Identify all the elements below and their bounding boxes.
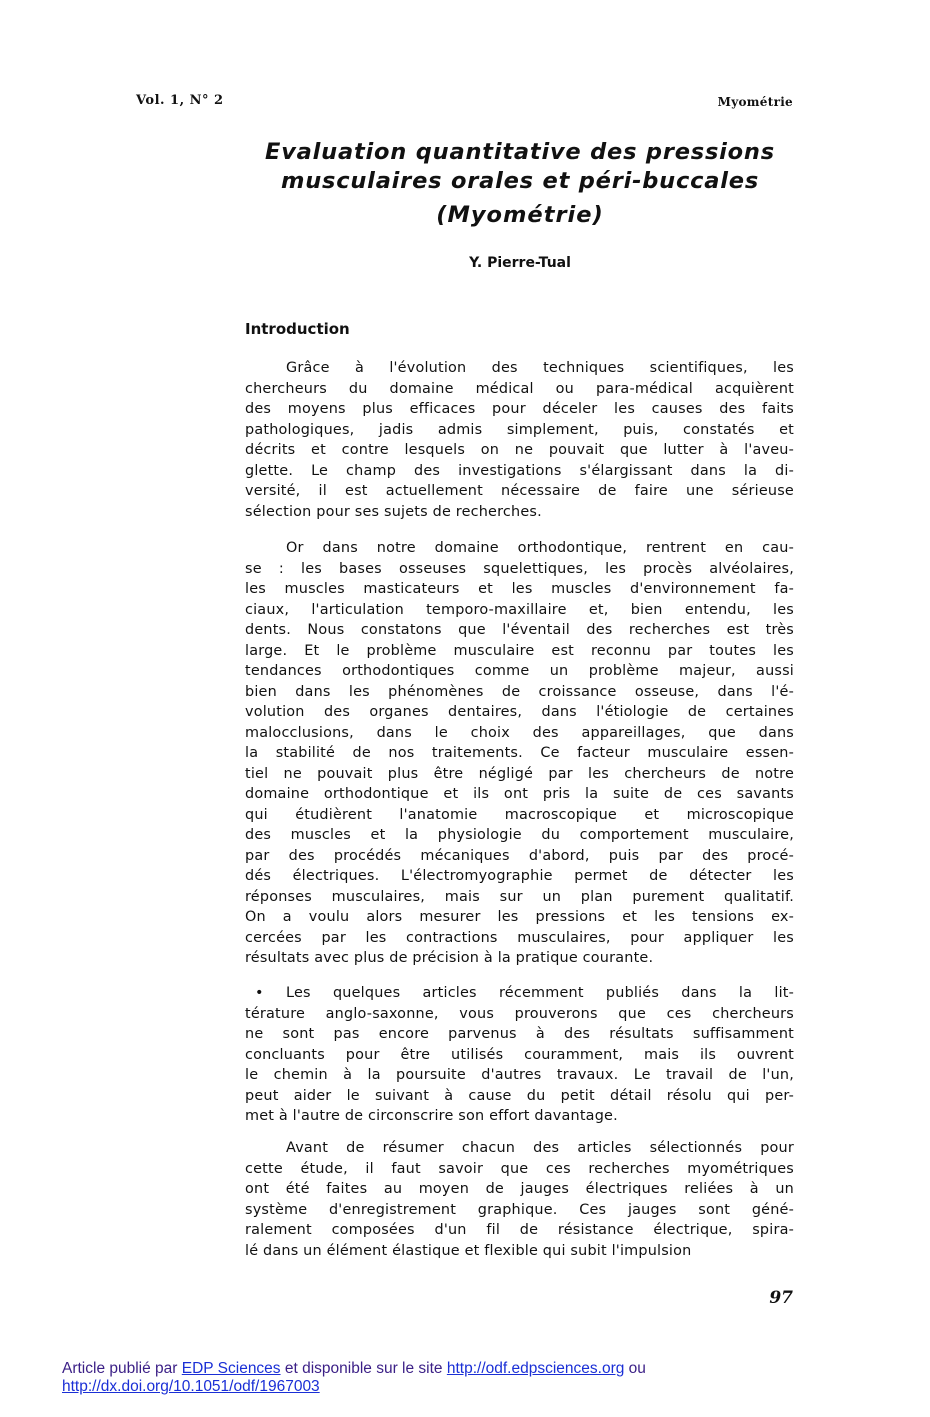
text-line: dents. Nous constatons que l'éventail des recherches est très	[245, 622, 794, 638]
text-line: lé dans un élément élastique et flexible qui subit l'impulsion	[245, 1242, 692, 1259]
text-line: malocclusions, dans le choix des appareillages, que dans	[245, 724, 794, 741]
text-line: bien dans les phénomènes de croissance osseuse, dans l'é-	[245, 683, 794, 700]
title-subtitle: (Myométrie)	[436, 202, 604, 228]
text-line: sélection pour ses sujets de recherches.	[245, 503, 542, 520]
text-line: ont été faites au moyen de jauges électriques reliées à un	[245, 1181, 794, 1197]
text-line: dés électriques. L'électromyographie permet de détecter les	[245, 868, 794, 884]
text-line: des moyens plus efficaces pour déceler les causes des faits	[245, 401, 794, 417]
footer-middle: et disponible sur le site	[280, 1360, 447, 1377]
text-line: glette. Le champ des investigations s'élargissant dans la di-	[245, 462, 794, 479]
text-line: concluants pour être utilisés couramment, mais ils ouvrent	[245, 1046, 794, 1063]
text-line: les muscles masticateurs et les muscles d'environnement fa-	[245, 581, 794, 597]
paragraph-2	[245, 538, 794, 969]
text-line: qui étudièrent l'anatomie macroscopique et microscopique	[245, 806, 794, 823]
text-line: Avant de résumer chacun des articles sélectionnés pour	[286, 1140, 794, 1156]
running-head: Myométrie	[717, 95, 793, 109]
text-line: cette étude, il faut savoir que ces recherches myométriques	[245, 1160, 794, 1177]
text-line: cercées par les contractions musculaires, pour appliquer les	[245, 929, 794, 946]
text-line: térature anglo-saxonne, vous prouverons que ces chercheurs	[245, 1005, 794, 1022]
paragraph-4	[245, 1138, 794, 1261]
publisher-link[interactable]: EDP Sciences	[181, 1360, 281, 1377]
text-line: domaine orthodontique et ils ont pris la suite de ces savants	[245, 786, 794, 802]
paragraph-1	[245, 358, 794, 522]
text-line: des muscles et la physiologie du comportement musculaire,	[245, 827, 794, 843]
text-line: par des procédés mécaniques d'abord, puis par des procé-	[245, 847, 794, 864]
title-line-1: Evaluation quantitative des pressions	[265, 139, 775, 165]
text-line: ralement composées d'un fil de résistance électrique, spira-	[245, 1222, 794, 1238]
volume-number: Vol. 1, N° 2	[136, 93, 224, 108]
text-line: Or dans notre domaine orthodontique, rentrent en cau-	[286, 540, 794, 556]
text-line: réponses musculaires, mais sur un plan purement qualitatif.	[245, 888, 794, 905]
footer-suffix: ou	[624, 1360, 646, 1377]
text-line: met à l'autre de circonscrire son effort davantage.	[245, 1108, 618, 1124]
text-line: versité, il est actuellement nécessaire de faire une sérieuse	[245, 483, 794, 499]
paragraph-3	[245, 983, 794, 1127]
text-line: ne sont pas encore parvenus à des résultats suffisamment	[245, 1026, 794, 1042]
author-name: Y. Pierre-Tual	[469, 255, 571, 271]
text-line: On a voulu alors mesurer les pressions et les tensions ex-	[245, 909, 794, 925]
text-line: résultats avec plus de précision à la pratique courante.	[245, 950, 654, 966]
section-heading: Introduction	[245, 320, 350, 338]
text-line: la stabilité de nos traitements. Ce facteur musculaire essen-	[245, 745, 794, 761]
page-number: 97	[769, 1288, 793, 1308]
text-line: peut aider le suivant à cause du petit détail résolu qui per-	[245, 1087, 794, 1104]
footer-prefix: Article publié par	[62, 1360, 182, 1377]
text-line: système d'enregistrement graphique. Ces jauges sont géné-	[245, 1201, 794, 1218]
text-line: tendances orthodontiques comme un problème majeur, aussi	[245, 663, 794, 679]
doi-link[interactable]: http://dx.doi.org/10.1051/odf/1967003	[62, 1378, 320, 1395]
text-line: ciaux, l'articulation temporo-maxillaire et, bien entendu, les	[245, 601, 794, 618]
article-title	[200, 138, 840, 233]
text-line: pathologiques, jadis admis simplement, puis, constatés et	[245, 421, 794, 438]
title-line-2: musculaires orales et péri-buccales	[280, 168, 760, 194]
text-line: Grâce à l'évolution des techniques scientifiques, les	[286, 360, 794, 376]
site-link[interactable]: http://odf.edpsciences.org	[446, 1360, 625, 1377]
text-line: se : les bases osseuses squelettiques, les procès alvéolaires,	[245, 560, 794, 577]
text-line: large. Et le problème musculaire est reconnu par toutes les	[245, 642, 794, 659]
text-line: chercheurs du domaine médical ou para-médical acquièrent	[245, 380, 794, 397]
bullet-mark: •	[255, 985, 264, 1001]
text-line: volution des organes dentaires, dans l'étiologie de certaines	[245, 704, 794, 720]
text-line: décrits et contre lesquels on ne pouvait que lutter à l'aveu-	[245, 442, 794, 458]
text-line: Les quelques articles récemment publiés dans la lit- •	[245, 983, 794, 1004]
text-line: tiel ne pouvait plus être négligé par les chercheurs de notre	[245, 765, 794, 782]
text-line: le chemin à la poursuite d'autres travaux. Le travail de l'un,	[245, 1067, 794, 1083]
footer-notice	[62, 1360, 646, 1396]
